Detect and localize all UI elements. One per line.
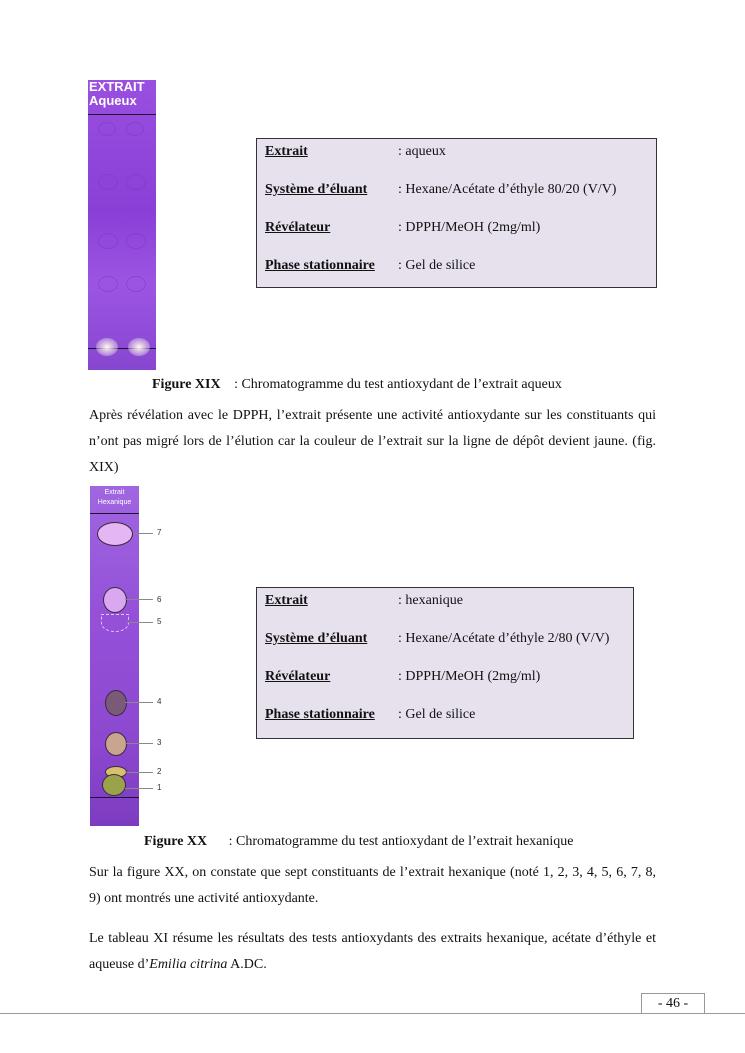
label-extrait: Extrait <box>265 144 308 159</box>
figure-xix-caption <box>152 377 562 393</box>
paragraph-table-summary <box>89 926 656 978</box>
species-name: Emilia citrina <box>149 957 228 972</box>
caption-text: : Chromatogramme du test antioxydant de l’extrait aqueux <box>234 377 562 392</box>
faint-spot <box>126 276 146 292</box>
caption-label: Figure XX <box>144 834 208 849</box>
faint-spot <box>98 122 116 136</box>
plate-label-line1: EXTRAIT <box>89 80 145 94</box>
page-number: - 46 - <box>641 993 705 1014</box>
spot-number-2: 2 <box>157 767 162 776</box>
hexane-conditions-box <box>256 587 634 739</box>
solvent-front-line <box>90 513 139 514</box>
faint-spot <box>126 233 146 249</box>
leader-line <box>125 772 153 773</box>
leader-line <box>133 533 153 534</box>
faint-spot <box>98 276 118 292</box>
paragraph-text: Après révélation avec le DPPH, l’extrait présente une activité antioxydante sur les constituants qui n’ont pas migré lors de l’élution car la couleur de l’extrait sur la ligne de dépôt devient jaune. (fig. XIX) <box>89 408 656 475</box>
value-phase: : Gel de silice <box>398 258 476 273</box>
value-phase: : Gel de silice <box>398 707 476 722</box>
faint-spot <box>126 174 146 190</box>
label-revelateur: Révélateur <box>265 669 331 684</box>
plate-label-line2: Hexanique <box>97 499 132 506</box>
spot-number-1: 1 <box>157 783 162 792</box>
paragraph-figure-xx-result <box>89 860 656 912</box>
label-revelateur: Révélateur <box>265 220 331 235</box>
solvent-front-line <box>88 114 156 115</box>
plate-label-hexane <box>90 488 139 508</box>
spot-number-7: 7 <box>157 528 162 537</box>
leader-line <box>125 743 153 744</box>
value-systeme: : Hexane/Acétate d’éthyle 80/20 (V/V) <box>398 182 617 197</box>
value-revelateur: : DPPH/MeOH (2mg/ml) <box>398 220 541 235</box>
text-before: Le tableau XI résume les résultats des tests antioxydants des extraits hexanique, acétate d’éthyle et aqueuse d’ <box>89 931 656 972</box>
deposit-line <box>90 797 139 798</box>
leader-line <box>125 599 153 600</box>
yellow-deposit-spot <box>96 338 118 356</box>
hexane-extract-chromatogram <box>90 486 139 826</box>
plate-label-line1: Extrait <box>104 489 125 496</box>
spot-number-4: 4 <box>157 697 162 706</box>
faint-spot <box>126 122 144 136</box>
plate-label-line2: Aqueux <box>89 93 137 108</box>
spot-4 <box>105 690 127 716</box>
spot-7 <box>97 522 133 546</box>
caption-text: : Chromatogramme du test antioxydant de l’extrait hexanique <box>228 834 574 849</box>
label-phase: Phase stationnaire <box>265 707 375 722</box>
spot-3 <box>105 732 127 756</box>
spot-5 <box>101 614 129 632</box>
aqueous-conditions-box <box>256 138 657 288</box>
paragraph-text: Sur la figure XX, on constate que sept constituants de l’extrait hexanique (noté 1, 2, 3, 4, 5, 6, 7, 8, 9) ont montrés une activité antioxydante. <box>89 865 656 906</box>
value-extrait: : aqueux <box>398 144 446 159</box>
leader-line <box>125 702 153 703</box>
caption-label: Figure XIX <box>152 377 221 392</box>
leader-line <box>125 788 153 789</box>
spot-number-6: 6 <box>157 595 162 604</box>
spot-number-3: 3 <box>157 738 162 747</box>
value-revelateur: : DPPH/MeOH (2mg/ml) <box>398 669 541 684</box>
spot-1 <box>102 774 126 796</box>
leader-line <box>127 622 153 623</box>
text-after: A.DC. <box>227 957 267 972</box>
yellow-deposit-spot <box>128 338 150 356</box>
label-systeme: Système d’éluant <box>265 182 368 197</box>
value-systeme: : Hexane/Acétate d’éthyle 2/80 (V/V) <box>398 631 610 646</box>
value-extrait: : hexanique <box>398 593 463 608</box>
faint-spot <box>98 233 118 249</box>
paragraph-text <box>89 926 656 978</box>
paragraph-dpph-result <box>89 403 656 481</box>
spot-number-5: 5 <box>157 617 162 626</box>
label-systeme: Système d’éluant <box>265 631 368 646</box>
spot-6 <box>103 587 127 613</box>
footer-rule <box>0 1013 745 1014</box>
plate-label-aqueous <box>89 80 156 108</box>
figure-xx-caption <box>144 834 573 850</box>
faint-spot <box>98 174 118 190</box>
label-phase: Phase stationnaire <box>265 258 375 273</box>
label-extrait: Extrait <box>265 593 308 608</box>
aqueous-extract-chromatogram <box>88 80 156 370</box>
